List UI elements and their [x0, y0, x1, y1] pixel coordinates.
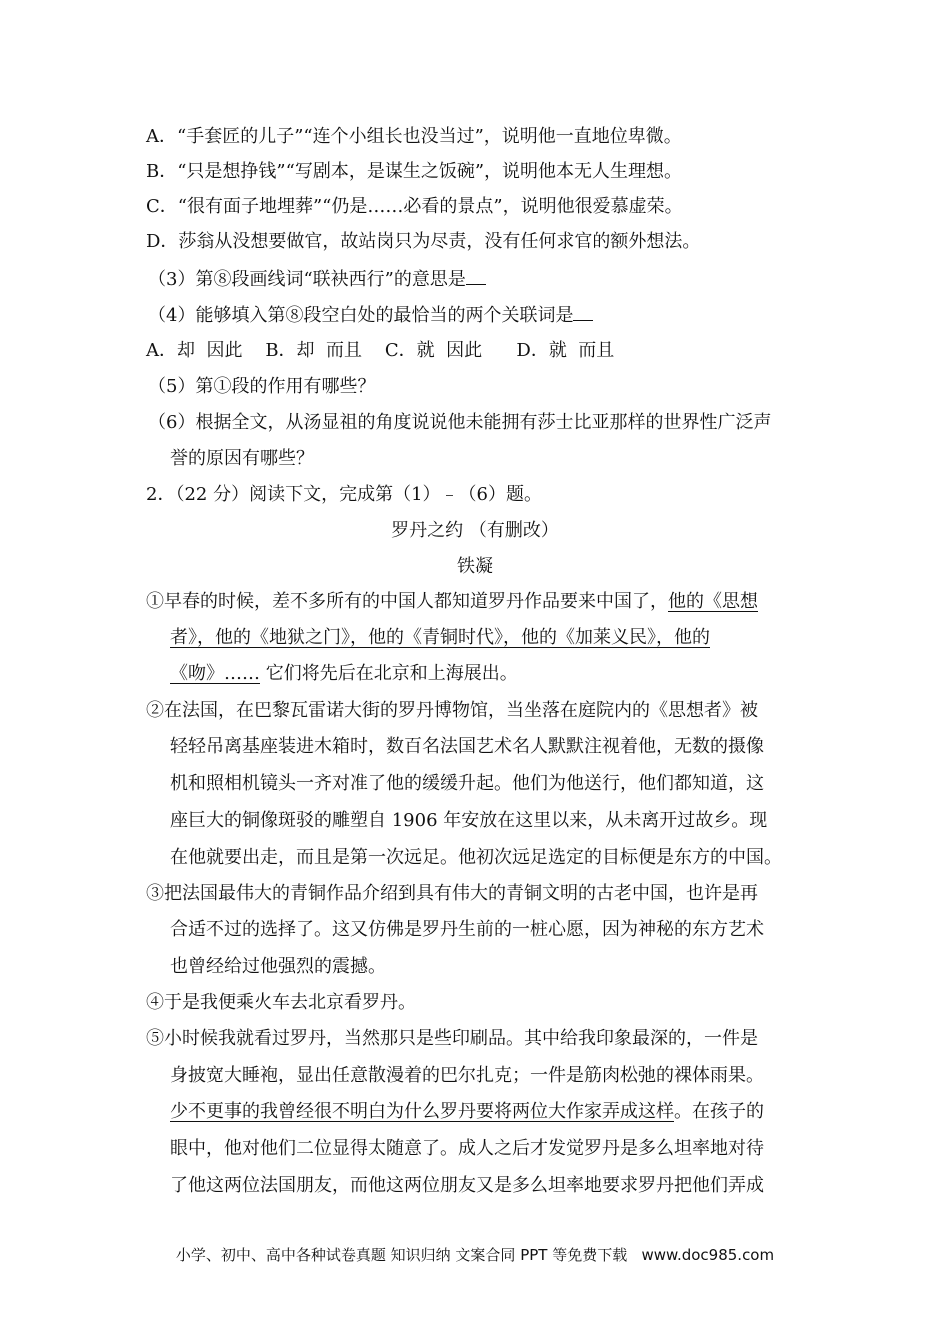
paragraph-1-text: ①早春的时候，差不多所有的中国人都知道罗丹作品要来中国了， [146, 591, 668, 612]
paragraph-3-line-2: 合适不过的选择了。这又仿佛是罗丹生前的一桩心愿，因为神秘的东方艺术 [170, 919, 764, 940]
sub-question-4-text: （4）能够填入第⑧段空白处的最恰当的两个关联词是 [148, 305, 574, 326]
paragraph-1-line-3 [170, 661, 518, 687]
underlined-text: 《吻》…… [170, 663, 260, 684]
paragraph-5-line-1: ⑤小时候我就看过罗丹，当然那只是些印刷品。其中给我印象最深的，一件是 [146, 1028, 758, 1049]
paragraph-5-line-3 [170, 1099, 764, 1125]
paragraph-5-text: 。在孩子的 [674, 1101, 764, 1122]
sub-question-4-choices: A．却 因此 B．却 而且 C．就 因此 D．就 而且 [146, 340, 615, 361]
sub-question-6-line-2: 誉的原因有哪些？ [170, 448, 314, 469]
underlined-text: 他的《思想 [668, 591, 758, 612]
paragraph-4: ④于是我便乘火车去北京看罗丹。 [146, 992, 416, 1013]
paragraph-3-line-3: 也曾经给过他强烈的震撼。 [170, 956, 386, 977]
paragraph-1-line-1 [146, 589, 758, 615]
paragraph-2-line-4: 座巨大的铜像斑驳的雕塑自 1906 年安放在这里以来，从未离开过故乡。现 [170, 810, 768, 831]
question-2-header: 2．（22 分）阅读下文，完成第（1）﹣（6）题。 [146, 484, 542, 505]
page-footer: 小学、初中、高中各种试卷真题 知识归纳 文案合同 PPT 等免费下载 www.doc985.com [175, 1246, 775, 1264]
sub-question-3 [148, 266, 486, 293]
sub-question-3-text: （3）第⑧段画线词“联袂西行”的意思是 [148, 269, 466, 290]
option-c: C．“很有面子地埋葬”“仍是……必看的景点”，说明他很爱慕虚荣。 [146, 196, 683, 217]
option-a: A．“手套匠的儿子”“连个小组长也没当过”，说明他一直地位卑微。 [146, 126, 682, 147]
paragraph-2-line-1: ②在法国，在巴黎瓦雷诺大街的罗丹博物馆，当坐落在庭院内的《思想者》被 [146, 700, 758, 721]
paragraph-1-line-2: 者》，他的《地狱之门》，他的《青铜时代》，他的《加莱义民》，他的 [170, 627, 710, 648]
paragraph-2-line-3: 机和照相机镜头一齐对准了他的缓缓升起。他们为他送行，他们都知道，这 [170, 773, 764, 794]
paragraph-5-line-4: 眼中，他对他们二位显得太随意了。成人之后才发觉罗丹是多么坦率地对待 [170, 1138, 764, 1159]
paragraph-5-line-2: 身披宽大睡袍，显出任意散漫着的巴尔扎克；一件是筋肉松弛的裸体雨果。 [170, 1065, 764, 1086]
paragraph-5-line-5: 了他这两位法国朋友，而他这两位朋友又是多么坦率地要求罗丹把他们弄成 [170, 1175, 764, 1196]
answer-blank [466, 266, 486, 285]
option-b: B．“只是想挣钱”“写剧本，是谋生之饭碗”，说明他本无人生理想。 [146, 161, 683, 182]
answer-blank [573, 302, 593, 321]
sub-question-5: （5）第①段的作用有哪些？ [148, 376, 376, 397]
paragraph-3-line-1: ③把法国最伟大的青铜作品介绍到具有伟大的青铜文明的古老中国，也许是再 [146, 883, 758, 904]
option-d: D．莎翁从没想要做官，故站岗只为尽责，没有任何求官的额外想法。 [146, 231, 701, 252]
paragraph-2-line-5: 在他就要出走，而且是第一次远足。他初次远足选定的目标便是东方的中国。 [170, 847, 782, 868]
sub-question-4 [148, 302, 593, 329]
underlined-text: 少不更事的我曾经很不明白为什么罗丹要将两位大作家弄成这样 [170, 1101, 674, 1122]
article-title: 罗丹之约 （有删改） [391, 520, 559, 541]
paragraph-2-line-2: 轻轻吊离基座装进木箱时，数百名法国艺术名人默默注视着他，无数的摄像 [170, 736, 764, 757]
sub-question-6-line-1: （6）根据全文，从汤显祖的角度说说他未能拥有莎士比亚那样的世界性广泛声 [148, 412, 772, 433]
article-author: 铁凝 [457, 556, 493, 577]
paragraph-1-text: 它们将先后在北京和上海展出。 [260, 663, 518, 684]
